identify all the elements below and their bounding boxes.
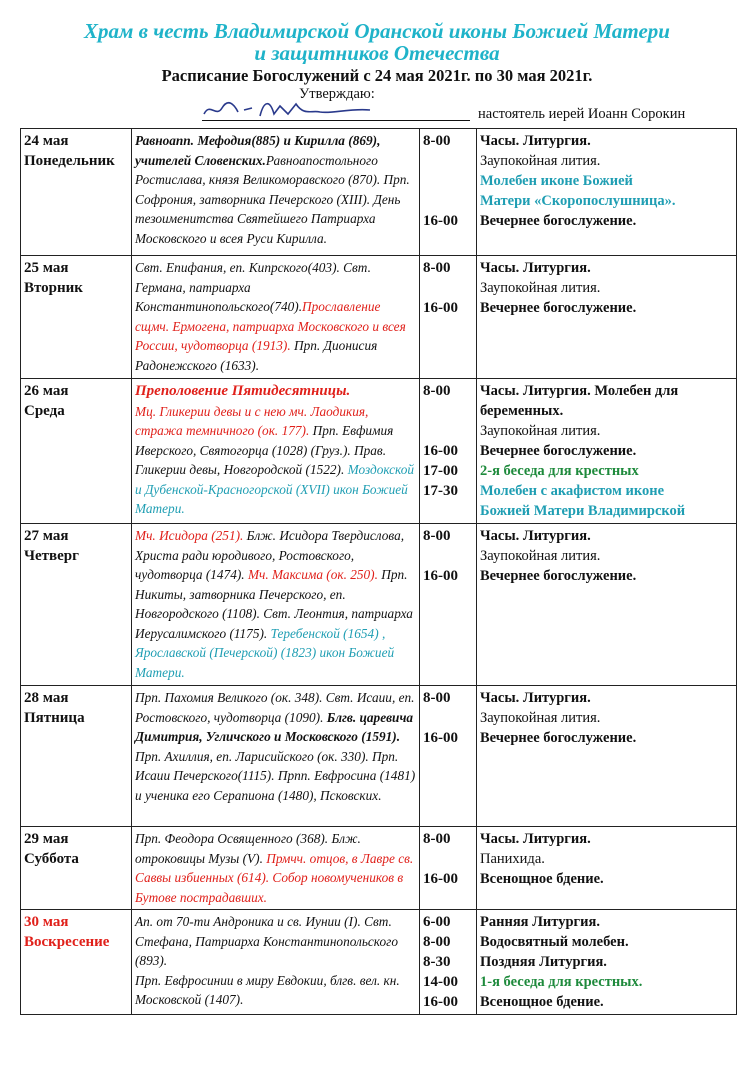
temple-title-line2: и защитников Отечества — [254, 41, 500, 65]
services-cell — [477, 256, 737, 379]
saints-cell — [132, 129, 420, 256]
times-cell — [420, 524, 477, 686]
schedule-row — [21, 827, 737, 910]
day-date: 24 мая — [24, 133, 69, 149]
day-cell — [21, 256, 132, 379]
temple-title-line1: Храм в честь Владимирской Оранской иконы Божией Матери — [84, 19, 670, 43]
saints-cell — [132, 379, 420, 524]
saints-text: Мч. Максима (ок. 250). — [247, 567, 378, 582]
service-time: 8-00 — [423, 528, 451, 544]
day-weekday: Среда — [24, 403, 65, 419]
times-cell — [420, 827, 477, 910]
service-name: 2-я беседа для крестных — [480, 463, 639, 479]
saints-text: Блж. Исидора Твердислова, Христа ради юродивого, Ростовского, чудотворца (1474). — [135, 528, 405, 582]
service-name: Часы. Литургия. — [480, 260, 591, 276]
schedule-row — [21, 524, 737, 686]
services-cell — [477, 686, 737, 827]
service-time: 17-30 — [423, 483, 458, 499]
service-time: 8-30 — [423, 954, 451, 970]
service-time: 8-00 — [423, 133, 451, 149]
day-cell — [21, 686, 132, 827]
saints-cell — [132, 910, 420, 1015]
services-cell — [477, 524, 737, 686]
saints-text: Теребенской (1654) , Ярославской (Печерской) (1823) икон Божией Матери. — [135, 625, 395, 680]
rector-name: настоятель иерей Иоанн Сорокин — [478, 106, 686, 122]
approval-label: Утверждаю: — [299, 86, 375, 102]
times-cell — [420, 910, 477, 1015]
day-cell — [21, 524, 132, 686]
services-cell — [477, 129, 737, 256]
saints-text: Мц. Гликерии девы и с нею мч. Лаодикия, стража темничного (ок. 177). — [135, 403, 369, 438]
service-time: 8-00 — [423, 934, 451, 950]
schedule-table — [20, 128, 737, 1015]
times-cell — [420, 686, 477, 827]
schedule-heading: Расписание Богослужений с 24 мая 2021г. по 30 мая 2021г. — [161, 66, 593, 85]
day-weekday: Четверг — [24, 548, 79, 564]
service-time: 16-00 — [423, 568, 458, 584]
service-name: Поздняя Литургия. — [480, 954, 607, 970]
day-weekday: Понедельник — [24, 153, 115, 169]
day-date: 29 мая — [24, 831, 69, 847]
service-time — [423, 171, 473, 191]
times-cell — [420, 129, 477, 256]
service-name: Заупокойная лития. — [480, 710, 601, 726]
saints-text: Прп. Феодора Освященного (368). Блж. отроковицы Музы (V). — [135, 831, 361, 866]
service-name: Часы. Литургия. — [480, 528, 591, 544]
service-name: Панихида. — [480, 851, 545, 867]
schedule-row — [21, 379, 737, 524]
day-date: 25 мая — [24, 260, 69, 276]
saints-text: Свт. Епифания, еп. Кипрского(403). Свт. Германа, патриарха Константинопольского(740). — [135, 260, 371, 314]
saints-text: Прмчч. отцов, в Лавре св. Саввы избиенных (614). — [135, 850, 414, 885]
service-time — [423, 849, 473, 869]
service-time: 16-00 — [423, 443, 458, 459]
saints-text: Равноапостольного Ростислава, князя Великоморавского (870). Прп. Софрония, затворника Печерского (XIII). День тезоименитства Святейшего Патриарха Московского и всея Руси Кирилла. — [135, 152, 410, 246]
service-time: 14-00 — [423, 974, 458, 990]
day-cell — [21, 827, 132, 910]
day-date: 27 мая — [24, 528, 69, 544]
saints-cell — [132, 256, 420, 379]
service-time: 16-00 — [423, 730, 458, 746]
service-name: Вечернее богослужение. — [480, 300, 637, 316]
service-time: 16-00 — [423, 213, 458, 229]
day-weekday: Вторник — [24, 280, 83, 296]
schedule-row — [21, 686, 737, 827]
service-name: Матери «Скоропослушница». — [480, 193, 676, 209]
saints-text: Преполовение Пятидесятницы. — [135, 383, 351, 399]
day-date: 26 мая — [24, 383, 69, 399]
service-name: Заупокойная лития. — [480, 548, 601, 564]
service-time — [423, 191, 473, 211]
service-time — [423, 546, 473, 566]
saints-text: Прп. Евфросинии в миру Евдокии, блгв. вел. кн. Московской (1407). — [135, 972, 400, 1007]
service-time: 8-00 — [423, 383, 451, 399]
service-name: Молебен с акафистом иконе — [480, 483, 665, 499]
saints-text: Ап. от 70-ти Андроника и св. Иунии (I). Свт. Стефана, Патриарха Константинопольского (893). — [135, 914, 398, 968]
saints-text: Мч. Исидора (251). — [135, 528, 244, 543]
service-time: 16-00 — [423, 994, 458, 1010]
saints-text: Моздокской и Дубенской-Красногорской (XVII) икон Божией Матери. — [135, 462, 414, 516]
saints-text: Прп. Дионисия Радонежского (1633). — [135, 338, 378, 373]
schedule-row — [21, 256, 737, 379]
service-time — [423, 421, 473, 441]
times-cell — [420, 256, 477, 379]
service-time — [423, 278, 473, 298]
service-name: Вечернее богослужение. — [480, 568, 637, 584]
service-name: Часы. Литургия. — [480, 690, 591, 706]
service-time: 6-00 — [423, 914, 451, 930]
service-name: Всенощное бдение. — [480, 871, 604, 887]
saints-text: Равноапп. Мефодия(885) и Кирилла (869), учителей Словенских. — [135, 133, 381, 168]
service-name: Часы. Литургия. — [480, 831, 591, 847]
saints-text: Собор новомучеников в Бутове пострадавших. — [135, 870, 404, 905]
saints-text: Прп. Ахиллия, еп. Ларисийского (ок. 330). Прп. Исаии Печерского(1115). Прпп. Евфросина (1481) и ученика его Серапиона (1480), Псковских. — [135, 748, 416, 803]
service-time: 8-00 — [423, 260, 451, 276]
service-name: Часы. Литургия. Молебен для — [480, 383, 679, 399]
services-cell — [477, 379, 737, 524]
day-cell — [21, 910, 132, 1015]
service-name: беременных. — [480, 403, 564, 419]
service-time — [423, 708, 473, 728]
saints-cell — [132, 524, 420, 686]
saints-cell — [132, 827, 420, 910]
service-name: Всенощное бдение. — [480, 994, 604, 1010]
service-time — [423, 151, 473, 171]
services-cell — [477, 827, 737, 910]
saints-text: Прп. Евфимия Иверского, Святогорца (1028) (Груз.). Прав. Гликерии девы, Новгородской (1522). — [135, 423, 394, 477]
day-weekday: Пятница — [24, 710, 85, 726]
service-name: Заупокойная лития. — [480, 423, 601, 439]
saints-cell — [132, 686, 420, 827]
schedule-row — [21, 910, 737, 1015]
service-name: Заупокойная лития. — [480, 153, 601, 169]
service-time: 16-00 — [423, 300, 458, 316]
service-name: Ранняя Литургия. — [480, 914, 600, 930]
schedule-row — [21, 129, 737, 256]
service-name: Водосвятный молебен. — [480, 934, 629, 950]
saints-text: Прославление сщмч. Ермогена, патриарха Московского и всея России, чудотворца (1913). — [135, 299, 406, 353]
day-weekday: Суббота — [24, 851, 79, 867]
service-time: 16-00 — [423, 871, 458, 887]
service-name: Заупокойная лития. — [480, 280, 601, 296]
day-date: 30 мая — [24, 914, 69, 930]
service-name: Вечернее богослужение. — [480, 730, 637, 746]
service-time: 17-00 — [423, 463, 458, 479]
service-name: Молебен иконе Божией — [480, 173, 633, 189]
service-time — [423, 401, 473, 421]
saints-text: Прп. Пахомия Великого (ок. 348). Свт. Исаии, еп. Ростовского, чудотворца (1090). — [135, 690, 415, 725]
service-name: Вечернее богослужение. — [480, 213, 637, 229]
services-cell — [477, 910, 737, 1015]
service-name: 1-я беседа для крестных. — [480, 974, 643, 990]
day-weekday: Воскресение — [24, 934, 110, 950]
day-date: 28 мая — [24, 690, 69, 706]
saints-text: Прп. Никиты, затворника Печерского, еп. Новгородского (1108). Свт. Леонтия, патриарха Иерусалимского (1175). — [135, 567, 413, 641]
times-cell — [420, 379, 477, 524]
service-time: 8-00 — [423, 690, 451, 706]
service-name: Божией Матери Владимирской — [480, 503, 686, 519]
day-cell — [21, 379, 132, 524]
signature-line — [202, 120, 470, 121]
saints-text: Блгв. царевича Димитрия, Угличского и Московского (1591). — [135, 709, 414, 744]
day-cell — [21, 129, 132, 256]
service-name: Вечернее богослужение. — [480, 443, 637, 459]
service-time: 8-00 — [423, 831, 451, 847]
service-name: Часы. Литургия. — [480, 133, 591, 149]
